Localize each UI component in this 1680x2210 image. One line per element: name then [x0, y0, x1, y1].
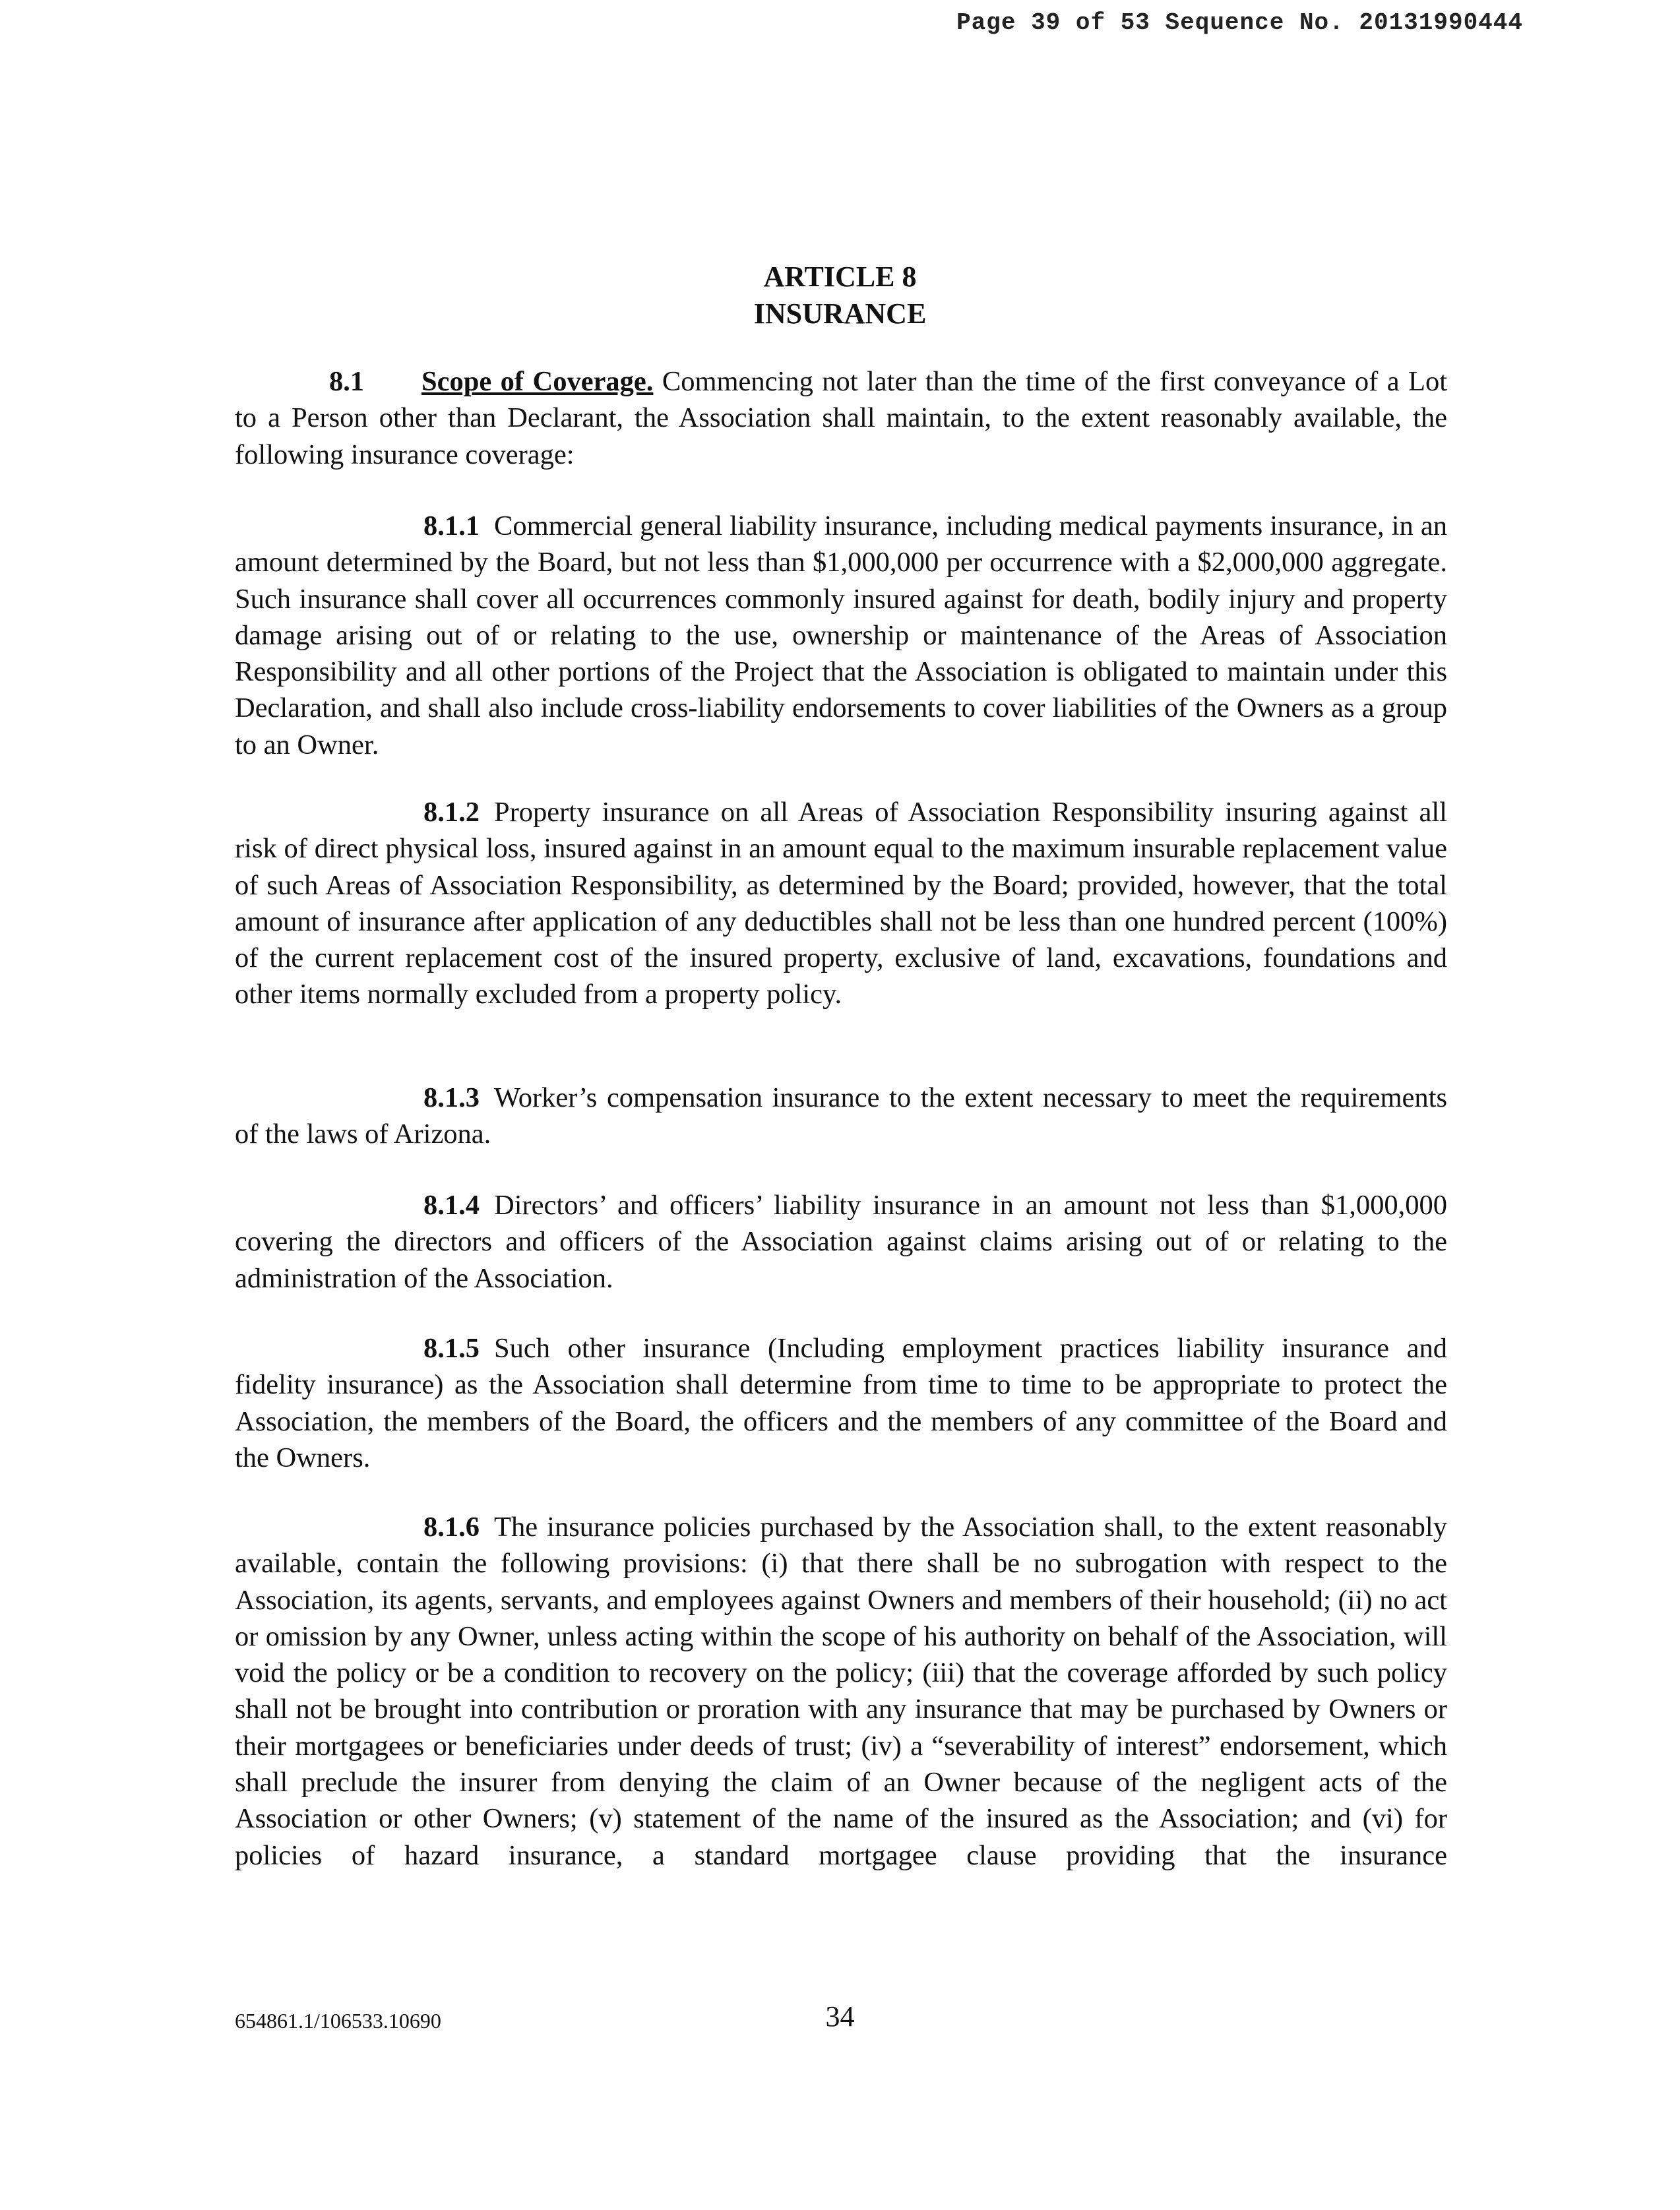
section-8-1-1	[235, 508, 1447, 763]
section-text: Such other insurance (Including employment practices liability insurance and fidelity insurance) as the Association shall determine from time to time to be appropriate to protect the Association, the members of the Board, the officers and the members of any committee of the Board and the Owners.	[235, 1333, 1447, 1473]
section-number: 8.1.1	[423, 510, 480, 541]
section-text: Commercial general liability insurance, including medical payments insurance, in an amount determined by the Board, but not less than $1,000,000 per occurrence with a $2,000,000 aggregate. Such insurance shall cover all occurrences commonly insured against for death, bodily injury and property damage arising out of or relating to the use, ownership or maintenance of the Areas of Association Responsibility and all other portions of the Project that the Association is obligated to maintain under this Declaration, and shall also include cross-liability endorsements to cover liabilities of the Owners as a group to an Owner.	[235, 510, 1447, 760]
section-number: 8.1.3	[423, 1082, 480, 1113]
page-sequence-stamp: Page 39 of 53 Sequence No. 20131990444	[956, 9, 1523, 36]
section-text: Directors’ and officers’ liability insurance in an amount not less than $1,000,000 covering the directors and officers of the Association against claims arising out of or relating to the administration of the Association.	[235, 1190, 1447, 1294]
section-text: The insurance policies purchased by the Association shall, to the extent reasonably available, contain the following provisions: (i) that there shall be no subrogation with respect to the Association, its agents, servants, and employees against Owners and members of their household; (ii) no act or omission by any Owner, unless acting within the scope of his authority on behalf of the Association, will void the policy or be a condition to recovery on the policy; (iii) that the coverage afforded by such policy shall not be brought into contribution or proration with any insurance that may be purchased by Owners or their mortgagees or beneficiaries under deeds of trust; (iv) a “severability of interest” endorsement, which shall preclude the insurer from denying the claim of an Owner because of the negligent acts of the Association or other Owners; (v) statement of the name of the insured as the Association; and (vi) for policies of hazard insurance, a standard mortgagee clause providing that the insurance	[235, 1512, 1447, 1871]
section-number: 8.1	[329, 366, 365, 397]
section-8-1-4	[235, 1187, 1447, 1297]
section-text: Property insurance on all Areas of Association Responsibility insuring against all risk of direct physical loss, insured against in an amount equal to the maximum insurable replacement value of such Areas of Association Responsibility, as determined by the Board; provided, however, that the total amount of insurance after application of any deductibles shall not be less than one hundred percent (100%) of the current replacement cost of the insured property, exclusive of land, excavations, foundations and other items normally excluded from a property policy.	[235, 797, 1447, 1010]
section-8-1-5	[235, 1330, 1447, 1476]
section-text: Commencing not later than the time of the first conveyance of a Lot to a Person other than Declarant, the Association shall maintain, to the extent reasonably available, the following insurance coverage:	[235, 366, 1448, 470]
section-number: 8.1.5	[423, 1333, 480, 1364]
article-title: INSURANCE	[753, 297, 927, 330]
page-number: 34	[825, 2000, 855, 2033]
section-8-1-2	[235, 794, 1447, 1013]
section-8-1-6	[235, 1509, 1447, 1874]
document-id: 654861.1/106533.10690	[235, 2009, 441, 2033]
section-8-1	[235, 363, 1447, 473]
section-number: 8.1.2	[423, 797, 480, 828]
article-title-block	[0, 259, 1680, 332]
section-8-1-3	[235, 1080, 1447, 1153]
section-text: Worker’s compensation insurance to the extent necessary to meet the requirements of the laws of Arizona.	[235, 1082, 1447, 1150]
section-heading: Scope of Coverage.	[421, 366, 654, 397]
article-number: ARTICLE 8	[763, 261, 917, 293]
section-number: 8.1.4	[423, 1190, 480, 1221]
section-number: 8.1.6	[423, 1512, 480, 1543]
